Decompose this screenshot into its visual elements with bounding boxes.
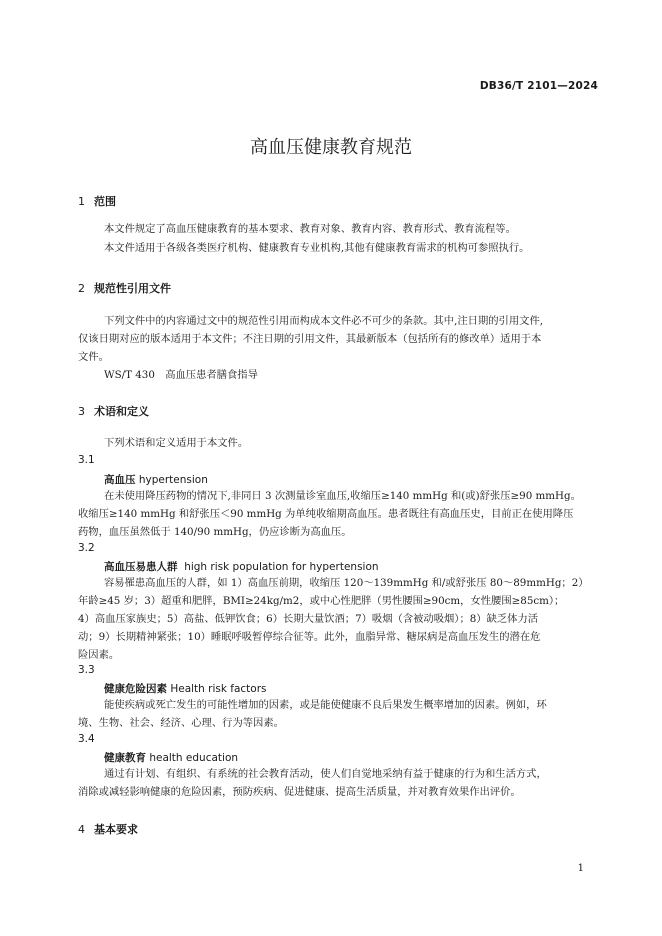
- term-zh: 健康危险因素: [104, 683, 167, 695]
- definition-line: 收缩压≥140 mmHg 和舒张压＜90 mmHg 为单纯收缩期高血压。患者既往有高血压史，目前正在使用降压: [78, 508, 574, 520]
- term-title: [104, 559, 379, 574]
- paragraph-line: 仅该日期对应的版本适用于本文件；不注日期的引用文件，其最新版本（包括所有的修改单）适用于本: [78, 333, 542, 345]
- paragraph: 本文件适用于各级各类医疗机构、健康教育专业机构,其他有健康教育需求的机构可参照执行。: [104, 242, 530, 254]
- section-title: 基本要求: [94, 823, 138, 836]
- term-title: [104, 472, 208, 487]
- term-title: [104, 750, 238, 765]
- page-title: 高血压健康教育规范: [250, 137, 412, 158]
- definition-line: 年龄≥45 岁；3）超重和肥胖，BMI≥24kg/m2，或中心性肥胖（男性腰围≥90cm，女性腰围≥85cm）；: [78, 595, 565, 607]
- section-title: 规范性引用文件: [94, 282, 171, 295]
- paragraph: 本文件规定了高血压健康教育的基本要求、教育对象、教育内容、教育形式、教育流程等。: [104, 223, 516, 235]
- definition-line: 险因素。: [78, 649, 120, 661]
- term-en: hypertension: [138, 474, 208, 486]
- term-en: health education: [149, 752, 239, 764]
- section-number: 4: [78, 823, 85, 836]
- document-code: DB36/T 2101—2024: [479, 80, 598, 92]
- term-number: 3.2: [78, 542, 95, 554]
- term-title: [104, 681, 267, 696]
- section-number: 1: [78, 195, 85, 208]
- definition-line: 容易罹患高血压的人群，如 1）高血压前期，收缩压 120～139mmHg 和/或舒张压 80～89mmHg；2）: [104, 577, 589, 589]
- page-number: 1: [577, 863, 584, 874]
- paragraph-line: 下列文件中的内容通过文中的规范性引用而构成本文件必不可少的条款。其中,注日期的引用文件,: [104, 315, 544, 327]
- term-zh: 健康教育: [104, 752, 146, 764]
- section-heading-normative-references: [78, 280, 171, 296]
- definition-line: 通过有计划、有组织、有系统的社会教育活动，使人们自觉地采纳有益于健康的行为和生活方式，: [104, 768, 547, 780]
- section-heading-basic-requirements: [78, 821, 138, 837]
- section-title: 术语和定义: [94, 405, 149, 418]
- definition-line: 能使疾病或死亡发生的可能性增加的因素，或是能使健康不良后果发生概率增加的因素。例如，环: [104, 699, 547, 711]
- paragraph-line: 文件。: [78, 351, 109, 363]
- term-zh: 高血压: [104, 474, 136, 486]
- term-number: 3.1: [78, 454, 95, 466]
- reference-item: WS/T 430 高血压患者膳食指导: [104, 369, 258, 381]
- term-en: high risk population for hypertension: [184, 561, 379, 573]
- section-heading-scope: [78, 193, 116, 209]
- definition-line: 动；9）长期精神紧张；10）睡眠呼吸暂停综合征等。此外，血脂异常、糖尿病是高血压发生的潜在危: [78, 631, 541, 643]
- definition-line: 在未使用降压药物的情况下,非同日 3 次测量诊室血压,收缩压≥140 mmHg 和(或)舒张压≥90 mmHg。: [104, 490, 581, 502]
- term-number: 3.3: [78, 664, 95, 676]
- term-en: Health risk factors: [170, 683, 267, 695]
- definition-line: 境、生物、社会、经济、心理、行为等因素。: [78, 717, 284, 729]
- section-number: 2: [78, 282, 85, 295]
- term-number: 3.4: [78, 733, 95, 745]
- term-zh: 高血压易患人群: [104, 561, 178, 573]
- definition-line: 消除或减轻影响健康的危险因素，预防疾病、促进健康、提高生活质量，并对教育效果作出评价。: [78, 786, 521, 798]
- definition-line: 4）高血压家族史；5）高盐、低钾饮食；6）长期大量饮酒；7）吸烟（含被动吸烟）；8）缺乏体力活: [78, 613, 539, 625]
- definition-line: 药物，血压虽然低于 140/90 mmHg，仍应诊断为高血压。: [78, 526, 352, 538]
- section-number: 3: [78, 405, 85, 418]
- paragraph: 下列术语和定义适用于本文件。: [104, 437, 249, 449]
- section-title: 范围: [94, 195, 116, 208]
- section-heading-terms: [78, 403, 149, 419]
